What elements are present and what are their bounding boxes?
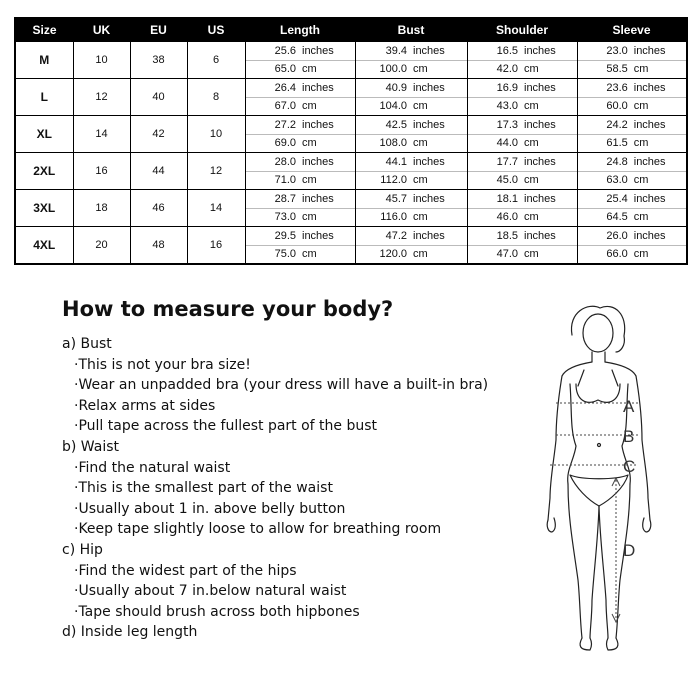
measure-number: 28.7: [274, 192, 296, 205]
length-cell: [245, 190, 355, 227]
marker-a: A: [623, 397, 635, 416]
measure-number: 67.0: [274, 100, 296, 113]
guide-title: How to measure your body?: [62, 297, 394, 321]
shoulder-cell: [467, 42, 577, 79]
section-heading: c) Hip: [62, 541, 103, 558]
underwear-outline: [570, 475, 628, 506]
measure-number: 29.5: [274, 229, 296, 242]
measure-number: 120.0: [379, 248, 407, 261]
guide-tip: ·Wear an unpadded bra (your dress will have a built-in bra): [74, 377, 489, 394]
measure-number: 69.0: [274, 137, 296, 150]
measure-unit: inches: [633, 192, 666, 205]
shoulder-cm-value: [468, 172, 577, 190]
guide-tip: ·Usually about 7 in.below natural waist: [74, 583, 347, 600]
length-inches-value: [246, 227, 355, 246]
table-row: [15, 116, 687, 153]
size-chart-header: [15, 18, 687, 42]
sleeve-cm-value: [578, 172, 687, 190]
sleeve-cm-value: [578, 98, 687, 116]
measure-number: 100.0: [379, 63, 407, 76]
bust-cell: [355, 79, 467, 116]
uk-cell: 16: [73, 153, 130, 190]
header-shoulder: Shoulder: [467, 18, 577, 42]
guide-tip: ·This is the smallest part of the waist: [74, 480, 333, 497]
length-cm-value: [246, 135, 355, 153]
header-size: Size: [15, 18, 73, 42]
size-cell: M: [15, 42, 73, 79]
measure-unit: cm: [413, 137, 428, 150]
measure-unit: inches: [633, 229, 666, 242]
measure-number: 17.3: [496, 118, 518, 131]
measure-number: 47.2: [385, 229, 407, 242]
measure-unit: inches: [633, 81, 666, 94]
bust-cell: [355, 116, 467, 153]
measure-number: 25.6: [274, 44, 296, 57]
size-cell: XL: [15, 116, 73, 153]
us-cell: 10: [187, 116, 245, 153]
us-cell: 6: [187, 42, 245, 79]
shoulder-inches-value: [468, 153, 577, 172]
measure-number: 24.2: [606, 118, 628, 131]
guide-tip: ·Tape should brush across both hipbones: [74, 603, 360, 620]
guide-tip: ·Find the widest part of the hips: [74, 562, 297, 579]
bust-cell: [355, 227, 467, 265]
us-cell: 16: [187, 227, 245, 265]
measure-number: 112.0: [380, 174, 407, 187]
measure-number: 104.0: [379, 100, 407, 113]
guide-tip: ·Usually about 1 in. above belly button: [74, 500, 346, 517]
measure-number: 61.5: [606, 137, 628, 150]
measure-unit: cm: [633, 174, 649, 187]
measure-number: 40.9: [385, 81, 407, 94]
measure-unit: inches: [302, 229, 334, 242]
eu-cell: 44: [130, 153, 187, 190]
measure-unit: cm: [524, 248, 539, 261]
measure-guide: [62, 334, 532, 643]
section-heading: a) Bust: [62, 336, 112, 352]
measure-number: 75.0: [274, 248, 296, 261]
measure-unit: cm: [524, 137, 539, 150]
measure-number: 39.4: [385, 44, 407, 57]
header-length: Length: [245, 18, 355, 42]
measure-unit: cm: [302, 174, 317, 187]
bust-inches-value: [356, 153, 467, 172]
sleeve-cell: [577, 42, 687, 79]
measure-unit: inches: [413, 155, 445, 168]
uk-cell: 14: [73, 116, 130, 153]
marker-c: C: [623, 457, 636, 476]
length-inches-value: [246, 190, 355, 209]
size-chart-table: [14, 17, 688, 265]
shoulder-cm-value: [468, 209, 577, 227]
measure-unit: inches: [524, 118, 556, 131]
uk-cell: 20: [73, 227, 130, 265]
us-cell: 8: [187, 79, 245, 116]
measure-number: 26.4: [274, 81, 296, 94]
measure-number: 44.0: [496, 137, 518, 150]
measure-unit: cm: [413, 63, 428, 76]
measure-unit: inches: [302, 118, 334, 131]
measure-number: 28.0: [274, 155, 296, 168]
eu-cell: 46: [130, 190, 187, 227]
length-cm-value: [246, 61, 355, 79]
shoulder-cell: [467, 79, 577, 116]
measure-unit: inches: [524, 229, 556, 242]
bust-cell: [355, 42, 467, 79]
bust-inches-value: [356, 116, 467, 135]
measure-number: 66.0: [606, 248, 628, 261]
header-eu: EU: [130, 18, 187, 42]
measure-number: 46.0: [496, 211, 518, 224]
size-cell: 4XL: [15, 227, 73, 265]
measure-number: 23.0: [606, 44, 628, 57]
measure-unit: cm: [633, 100, 649, 113]
header-bust: Bust: [355, 18, 467, 42]
measure-number: 108.0: [379, 137, 407, 150]
measure-number: 25.4: [606, 192, 628, 205]
measure-number: 16.9: [496, 81, 518, 94]
table-row: [15, 153, 687, 190]
bust-cm-value: [356, 209, 467, 227]
measure-unit: cm: [413, 211, 428, 224]
measure-unit: cm: [302, 63, 317, 76]
section-heading: b) Waist: [62, 438, 119, 455]
length-cm-value: [246, 172, 355, 190]
uk-cell: 18: [73, 190, 130, 227]
measure-unit: cm: [302, 211, 317, 224]
shoulder-inches-value: [468, 190, 577, 209]
measure-number: 65.0: [274, 63, 296, 76]
bust-cm-value: [356, 246, 467, 264]
body-figure-illustration: [520, 300, 690, 660]
size-cell: 3XL: [15, 190, 73, 227]
measure-unit: cm: [633, 63, 649, 76]
shoulder-cm-value: [468, 135, 577, 153]
header-sleeve: Sleeve: [577, 18, 687, 42]
measure-unit: inches: [413, 229, 445, 242]
measure-unit: cm: [524, 174, 539, 187]
measure-unit: cm: [302, 100, 317, 113]
shoulder-inches-value: [468, 116, 577, 135]
sleeve-inches-value: [578, 116, 687, 135]
bust-cm-value: [356, 61, 467, 79]
measure-unit: inches: [302, 155, 334, 168]
length-inches-value: [246, 42, 355, 61]
sleeve-cell: [577, 116, 687, 153]
table-row: [15, 79, 687, 116]
bust-inches-value: [356, 190, 467, 209]
measure-number: 24.8: [606, 155, 628, 168]
measure-unit: inches: [524, 192, 556, 205]
bust-cm-value: [356, 172, 467, 190]
eu-cell: 40: [130, 79, 187, 116]
size-cell: L: [15, 79, 73, 116]
shoulder-cm-value: [468, 61, 577, 79]
head-outline: [583, 314, 613, 352]
sleeve-cm-value: [578, 246, 687, 264]
section-heading: d) Inside leg length: [62, 624, 198, 641]
table-row: [15, 190, 687, 227]
measure-unit: cm: [633, 137, 649, 150]
shoulder-cell: [467, 227, 577, 265]
measure-number: 58.5: [606, 63, 628, 76]
bust-cell: [355, 190, 467, 227]
eu-cell: 48: [130, 227, 187, 265]
measure-unit: inches: [413, 192, 445, 205]
length-cell: [245, 153, 355, 190]
guide-tip: ·Find the natural waist: [74, 459, 231, 476]
sleeve-cell: [577, 190, 687, 227]
measure-unit: cm: [633, 248, 649, 261]
length-cell: [245, 227, 355, 265]
measure-unit: inches: [413, 44, 445, 57]
measure-number: 73.0: [274, 211, 296, 224]
size-cell: 2XL: [15, 153, 73, 190]
shoulder-cm-value: [468, 98, 577, 116]
sleeve-cell: [577, 153, 687, 190]
measure-unit: cm: [524, 63, 539, 76]
measure-unit: cm: [413, 248, 428, 261]
bust-inches-value: [356, 79, 467, 98]
length-cm-value: [246, 209, 355, 227]
shoulder-inches-value: [468, 79, 577, 98]
measure-unit: cm: [413, 100, 428, 113]
measure-unit: inches: [302, 81, 334, 94]
measure-number: 116.0: [380, 211, 407, 224]
shoulder-cell: [467, 153, 577, 190]
measure-number: 45.0: [496, 174, 518, 187]
shoulder-cell: [467, 190, 577, 227]
marker-b: B: [623, 427, 635, 446]
measure-unit: inches: [524, 155, 556, 168]
measure-unit: cm: [413, 174, 428, 187]
guide-tip: ·This is not your bra size!: [74, 356, 251, 373]
uk-cell: 12: [73, 79, 130, 116]
measure-unit: inches: [302, 44, 334, 57]
eu-cell: 38: [130, 42, 187, 79]
uk-cell: 10: [73, 42, 130, 79]
measure-number: 42.0: [496, 63, 518, 76]
sleeve-inches-value: [578, 79, 687, 98]
bra-outline: [576, 384, 620, 402]
sleeve-inches-value: [578, 153, 687, 172]
length-cm-value: [246, 246, 355, 264]
measure-number: 42.5: [385, 118, 407, 131]
measure-number: 16.5: [496, 44, 518, 57]
bust-cm-value: [356, 98, 467, 116]
table-row: [15, 227, 687, 265]
measure-unit: inches: [633, 118, 666, 131]
measure-number: 26.0: [606, 229, 628, 242]
bust-inches-value: [356, 227, 467, 246]
sleeve-cm-value: [578, 135, 687, 153]
sleeve-cell: [577, 79, 687, 116]
measure-number: 43.0: [496, 100, 518, 113]
marker-d: D: [623, 541, 636, 560]
guide-tip: ·Relax arms at sides: [74, 397, 216, 414]
measure-unit: inches: [302, 192, 334, 205]
measure-number: 23.6: [606, 81, 628, 94]
measure-number: 45.7: [385, 192, 407, 205]
measure-number: 60.0: [606, 100, 628, 113]
measure-unit: inches: [633, 44, 666, 57]
eu-cell: 42: [130, 116, 187, 153]
size-chart-body: [15, 42, 687, 265]
sleeve-cell: [577, 227, 687, 265]
measure-unit: inches: [633, 155, 666, 168]
length-cm-value: [246, 98, 355, 116]
measure-number: 18.5: [496, 229, 518, 242]
measure-unit: cm: [524, 100, 539, 113]
us-cell: 12: [187, 153, 245, 190]
guide-tip: ·Keep tape slightly loose to allow for breathing room: [74, 521, 442, 538]
measure-number: 63.0: [606, 174, 628, 187]
table-row: [15, 42, 687, 79]
sleeve-inches-value: [578, 42, 687, 61]
length-cell: [245, 42, 355, 79]
length-cell: [245, 116, 355, 153]
measure-unit: inches: [413, 118, 445, 131]
length-inches-value: [246, 116, 355, 135]
measure-number: 71.0: [274, 174, 296, 187]
shoulder-inches-value: [468, 227, 577, 246]
sleeve-cm-value: [578, 61, 687, 79]
shoulder-inches-value: [468, 42, 577, 61]
guide-tip: ·Pull tape across the fullest part of the bust: [74, 418, 378, 435]
measure-number: 18.1: [496, 192, 518, 205]
shoulder-cell: [467, 116, 577, 153]
length-cell: [245, 79, 355, 116]
measure-unit: cm: [302, 248, 317, 261]
length-inches-value: [246, 79, 355, 98]
sleeve-cm-value: [578, 209, 687, 227]
bust-inches-value: [356, 42, 467, 61]
measure-unit: inches: [413, 81, 445, 94]
header-uk: UK: [73, 18, 130, 42]
measure-unit: cm: [633, 211, 649, 224]
measure-unit: inches: [524, 81, 556, 94]
bust-cell: [355, 153, 467, 190]
length-inches-value: [246, 153, 355, 172]
bust-cm-value: [356, 135, 467, 153]
sleeve-inches-value: [578, 227, 687, 246]
measure-number: 64.5: [606, 211, 628, 224]
measure-number: 44.1: [385, 155, 407, 168]
measure-number: 47.0: [496, 248, 518, 261]
header-us: US: [187, 18, 245, 42]
us-cell: 14: [187, 190, 245, 227]
measure-number: 27.2: [274, 118, 296, 131]
sleeve-inches-value: [578, 190, 687, 209]
measure-unit: cm: [524, 211, 539, 224]
measure-number: 17.7: [496, 155, 518, 168]
hair-outline: [571, 306, 624, 352]
measure-unit: inches: [524, 44, 556, 57]
shoulder-cm-value: [468, 246, 577, 264]
measure-unit: cm: [302, 137, 317, 150]
